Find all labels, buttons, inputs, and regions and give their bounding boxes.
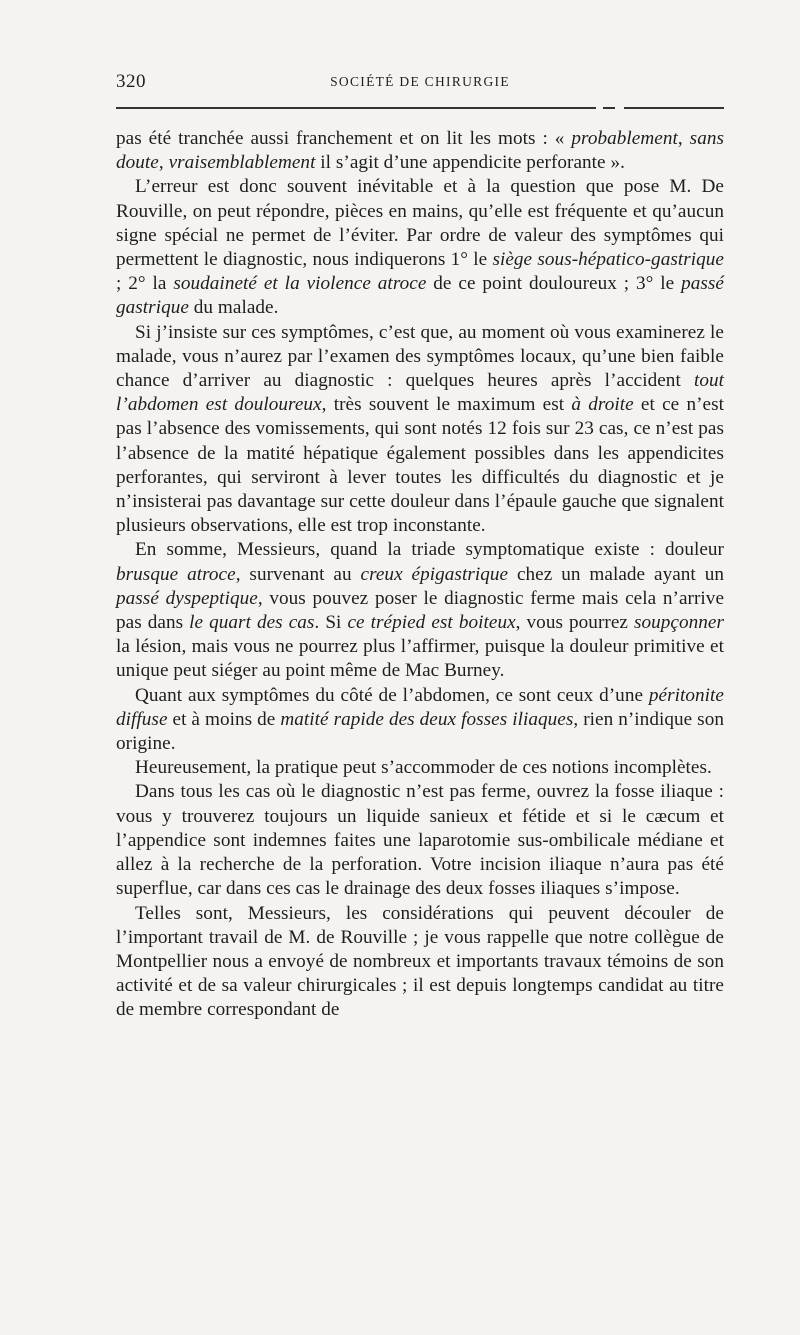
page-header bbox=[116, 71, 724, 95]
italic-text: soupçonner bbox=[633, 612, 725, 634]
text: la lésion, mais vous ne pourrez plus l’affirmer, puisque la douleur primitive et unique peut siéger au point même de Mac Burney. bbox=[116, 636, 724, 682]
paragraph bbox=[116, 538, 724, 683]
paragraph bbox=[116, 127, 724, 175]
italic-text: probablement bbox=[571, 128, 678, 149]
text: Si j’insiste sur ces symptômes, c’est que, au moment où vous examinerez le malade, vous n’aurez par l’examen des symptômes locaux, qu’une bien faible chance d’arriver au diagnostic : quelques heures après l’accident bbox=[116, 321, 724, 392]
text: , bbox=[158, 152, 169, 174]
italic-text: brusque atroce bbox=[116, 563, 236, 585]
paragraph bbox=[116, 175, 724, 320]
text: , survenant au bbox=[235, 563, 361, 585]
text: Dans tous les cas où le diagnostic n’est pas ferme, ouvrez la fosse iliaque : vous y trouverez toujours un liquide sanieux et fétide et si le cæcum et l’appendice sont indemnes faites une laparotomie sus-ombilicale médiane et allez à la recherche de la perforation. Votre incision iliaque n’aura pas été superflue, car dans ces cas le drainage des deux fosses iliaques s’impose. bbox=[116, 781, 724, 900]
header-rule bbox=[624, 107, 724, 109]
text: , vous pouvez poser le diagnostic ferme mais cela n’arrive pas dans bbox=[116, 587, 725, 634]
italic-text: à droite bbox=[571, 394, 634, 416]
italic-text: creux épigastrique bbox=[360, 563, 509, 585]
italic-text: passé gastrique bbox=[116, 273, 724, 319]
paragraph bbox=[116, 780, 724, 901]
text: , vous pourrez bbox=[515, 612, 634, 634]
text: pas été tranchée aussi franchement et on lit les mots : « bbox=[116, 128, 572, 149]
paragraph bbox=[116, 684, 724, 757]
text: il s’agit d’une appendicite perforante ». bbox=[315, 152, 625, 174]
italic-text: soudaineté et la violence atroce bbox=[173, 273, 427, 295]
text: ; 2° la bbox=[116, 273, 174, 295]
text: de ce point douloureux ; 3° le bbox=[426, 273, 682, 295]
italic-text: tout l’abdomen est douloureux bbox=[116, 370, 724, 416]
body-text bbox=[116, 127, 724, 1023]
header-rule bbox=[116, 107, 596, 109]
italic-text: ce trépied est boiteux bbox=[347, 612, 516, 634]
italic-text: vraisemblablement bbox=[168, 152, 316, 174]
text: Quant aux symptômes du côté de l’abdomen, ce sont ceux d’une bbox=[135, 684, 649, 706]
text: , bbox=[677, 128, 690, 149]
text: chez un malade ayant un bbox=[508, 563, 724, 585]
page-number: 320 bbox=[116, 71, 146, 92]
paragraph bbox=[116, 321, 724, 539]
text: En somme, Messieurs, quand la triade symptomatique existe : douleur bbox=[135, 539, 724, 561]
italic-text: passé dyspeptique bbox=[116, 587, 258, 609]
text: et à moins de bbox=[167, 708, 281, 730]
text: L’erreur est donc souvent inévitable et à la question que pose M. De Rouville, on peut répondre, pièces en mains, qu’elle est fréquente et qu’aucun signe spécial ne permet de l’éviter. Par ordre de valeur des symptômes qui permettent le diagnostic, nous indiquerons 1° le bbox=[116, 176, 724, 271]
text: Heureusement, la pratique peut s’accommoder de ces notions incomplètes. bbox=[135, 757, 712, 779]
header-rule bbox=[603, 107, 615, 109]
paragraph bbox=[116, 756, 724, 780]
text: . Si bbox=[314, 612, 348, 634]
italic-text: péritonite diffuse bbox=[116, 684, 724, 730]
paragraph bbox=[116, 902, 724, 1023]
italic-text: le quart des cas bbox=[189, 612, 315, 634]
running-title: SOCIÉTÉ DE CHIRURGIE bbox=[330, 74, 510, 89]
text: , rien n’indique son origine. bbox=[116, 708, 724, 755]
text: et ce n’est pas l’absence des vomissements, qui sont notés 12 fois sur 23 cas, ce n’est pas l’absence de la matité hépatique également possibles dans les appendicites perforantes, qui serviront à lever toutes les difficultés du diagnostic et je n’insisterai pas davantage sur cette douleur dans l’épaule gauche que signalent plusieurs observations, elle est trop inconstante. bbox=[116, 394, 724, 537]
text: , très souvent le maximum est bbox=[321, 394, 572, 416]
text: du malade. bbox=[188, 297, 279, 319]
italic-text: sans doute bbox=[116, 128, 724, 174]
text: Telles sont, Messieurs, les considérations qui peuvent découler de l’important travail de M. de Rouville ; je vous rappelle que notre collègue de Montpellier nous a envoyé de nombreux et importants travaux témoins de son activité et de sa valeur chirurgicales ; il est depuis longtemps candidat au titre de membre correspondant de bbox=[116, 902, 724, 1021]
italic-text: siège sous-hépatico-gastrique bbox=[492, 249, 724, 271]
italic-text: matité rapide des deux fosses iliaques bbox=[280, 708, 574, 730]
